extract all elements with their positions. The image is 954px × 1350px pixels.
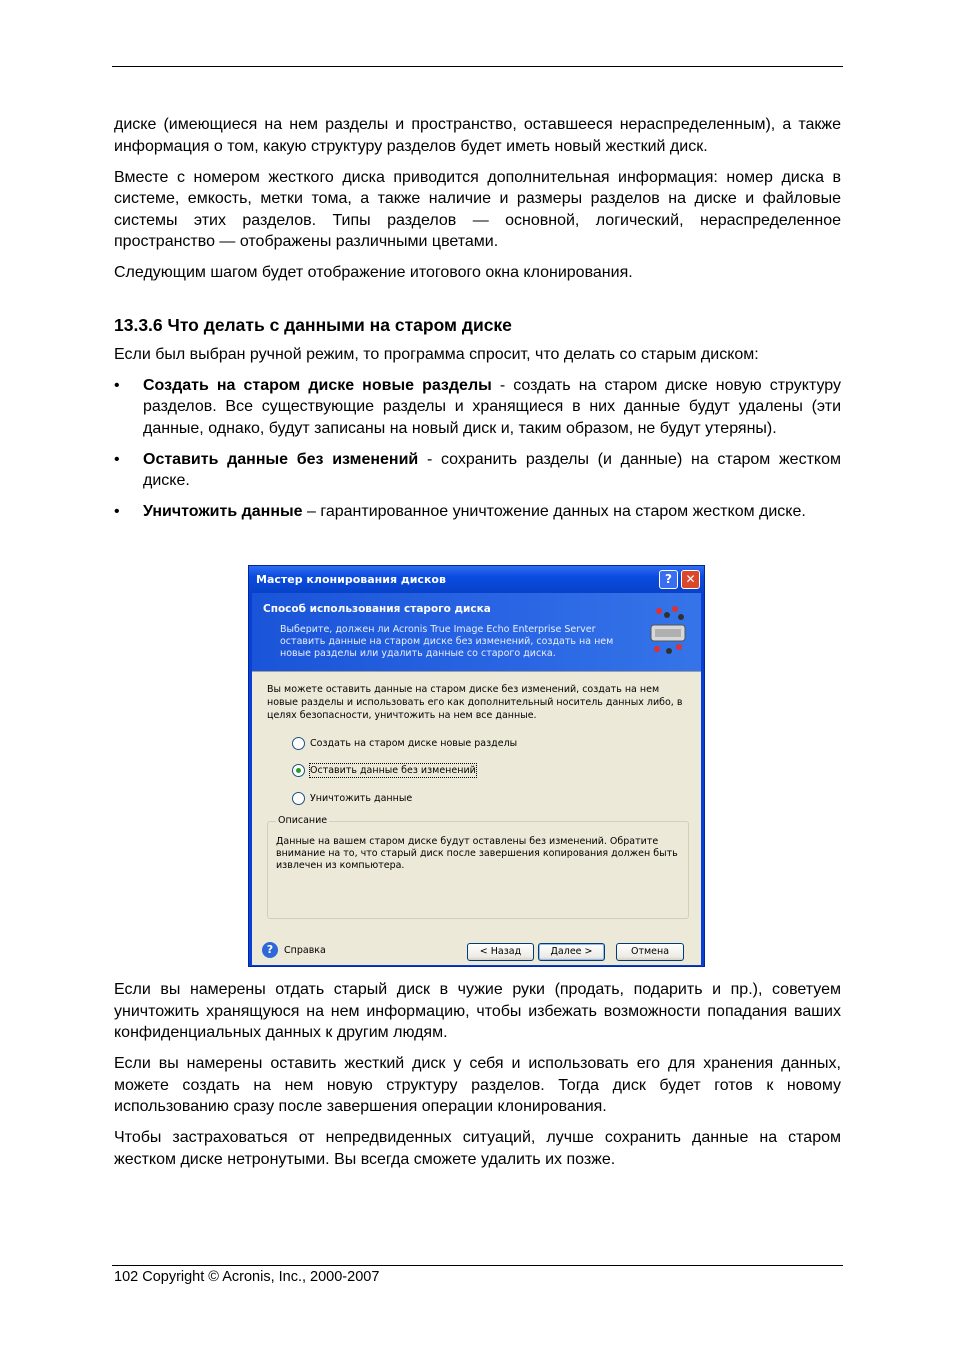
list-item-title: Создать на старом диске новые разделы [143, 376, 492, 394]
clone-wizard-dialog [248, 565, 705, 967]
radio-button[interactable] [292, 737, 305, 750]
back-button[interactable]: < Назад [467, 943, 534, 961]
list-item-text: - создать на старом диске новую структуру разделов. Все существующие разделы и хранящиеся в них данные будут удалены (эти данные, однако, будут записаны на новый диск и, таким образом, не будут утеряны). [143, 376, 841, 437]
list-item-text: – гарантированное уничтожение данных на старом жестком диске. [302, 503, 806, 520]
dialog-footer [252, 938, 701, 965]
option-label[interactable]: Уничтожить данные [310, 793, 413, 804]
list-item [114, 449, 841, 492]
next-button[interactable]: Далее > [538, 943, 605, 961]
paragraph: диске (имеющиеся на нем разделы и пространство, оставшееся нераспределенным), а также информация о том, какую структуру разделов будет иметь новый жесткий диск. [114, 116, 841, 155]
radio-button[interactable] [292, 792, 305, 805]
section-intro: Если был выбран ручной режим, то программа спросит, что делать со старым диском: [114, 345, 759, 363]
list-item [114, 375, 841, 440]
dialog-titlebar [249, 566, 704, 593]
list-item-title: Уничтожить данные [143, 503, 303, 520]
cancel-button[interactable]: Отмена [616, 943, 684, 961]
bullet-mark: • [114, 503, 120, 520]
paragraph: Если вы намерены оставить жесткий диск у себя и использовать его для хранения данных, можете создать на нем новую структуру разделов. Тогда диск будет готов к новому использованию сразу после завершения операции клонирования. [114, 1055, 841, 1115]
description-groupbox [267, 815, 689, 919]
groupbox-label: Описание [278, 815, 328, 826]
radio-dot-icon [296, 768, 301, 773]
disk-clone-icon [645, 601, 693, 659]
paragraph: Если вы намерены отдать старый диск в чужие руки (продать, подарить и пр.), советуем уничтожить хранящуюся на нем информацию, чтобы избежать возможности попадания ваших конфиденциальных данных к другим людям. [114, 981, 841, 1041]
list-item-title: Оставить данные без изменений [143, 450, 419, 468]
header-title: Способ использования старого диска [263, 603, 491, 615]
page-footer: 102 Copyright © Acronis, Inc., 2000-2007 [114, 1269, 380, 1285]
footer-rule [112, 1265, 843, 1266]
help-icon[interactable]: ? [262, 942, 278, 958]
dialog-title: Мастер клонирования дисков [256, 573, 446, 586]
paragraph: Следующим шагом будет отображение итогового окна клонирования. [114, 264, 633, 281]
bullet-mark: • [114, 376, 120, 394]
help-link[interactable]: Справка [284, 945, 326, 956]
paragraph: Чтобы застраховаться от непредвиденных ситуаций, лучше сохранить данные на старом жестком диске нетронутыми. Вы всегда сможете удалить их позже. [114, 1129, 841, 1168]
dialog-intro: Вы можете оставить данные на старом диске без изменений, создать на нем новые разделы и использовать его как дополнительный носитель данных либо, в целях безопасности, уничтожить на нем все данные. [267, 684, 683, 721]
description-text: Данные на вашем старом диске будут оставлены без изменений. Обратите внимание на то, что старый диск после завершения копирования должен быть извлечен из компьютера. [276, 836, 678, 871]
option-label[interactable]: Создать на старом диске новые разделы [310, 738, 518, 749]
option-label[interactable]: Оставить данные без изменений [310, 765, 476, 776]
titlebar-help-button[interactable]: ? [659, 570, 678, 589]
bullet-mark: • [114, 450, 120, 468]
page-content [114, 114, 841, 532]
titlebar-close-button[interactable]: ✕ [681, 570, 700, 589]
page-content-lower [114, 979, 841, 1170]
header-rule [112, 66, 843, 67]
bullet-list [114, 375, 841, 523]
header-description: Выберите, должен ли Acronis True Image Echo Enterprise Server оставить данные на старом диске без изменений, создать на нем новые разделы или удалить данные со старого диска. [280, 624, 614, 659]
paragraph: Вместе с номером жесткого диска приводится дополнительная информация: номер диска в системе, емкость, метки тома, а также наличие и размеры разделов на диске и файловые системы этих разделов. Типы разделов — основной, логический, нераспределенное пространство — отображены различными цветами. [114, 168, 841, 250]
dialog-header [252, 593, 701, 671]
list-item-text: - сохранить разделы (и данные) на старом жестком диске. [143, 450, 841, 489]
dialog-body [252, 671, 701, 939]
section-heading: 13.3.6 Что делать с данными на старом диске [114, 314, 512, 335]
list-item [114, 501, 841, 523]
radio-button-selected[interactable] [292, 764, 305, 777]
